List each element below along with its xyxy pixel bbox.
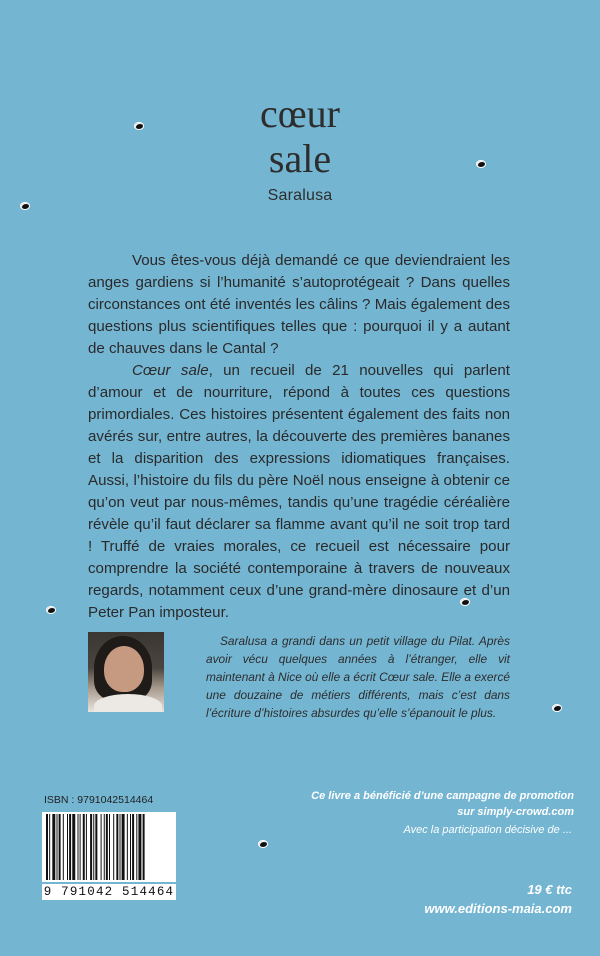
price: 19 € ttc — [527, 882, 572, 897]
author-bio-text: Saralusa a grandi dans un petit village du Pilat. Après avoir vécu quelques années à l’étranger, elle vit maintenant à Nice où elle a écrit Cœur sale. Elle a exercé une douzaine de métiers différents, mais c’est dans l’écriture d’histoires absurdes qu’elle s’épanouit le plus. — [206, 634, 511, 720]
promo-line-1: Ce livre a bénéficié d’une campagne de promotion — [311, 790, 574, 802]
decorative-dot — [476, 160, 486, 168]
author-photo — [88, 632, 164, 712]
book-title-line-1: cœur — [260, 91, 340, 136]
blurb-paragraph-1: Vous êtes-vous déjà demandé ce que deviendraient les anges gardiens si l’humanité s’autoprotégeait ? Dans quelles circonstances ont été inventés les câlins ? Mais également des questions plus scientifiques telles que : pourquoi il y a autant de chauves dans le Cantal ? — [88, 252, 510, 357]
isbn-label: ISBN : 9791042514464 — [44, 794, 154, 806]
promo-line-2: sur simply-crowd.com — [457, 806, 574, 818]
author-bio — [206, 632, 510, 722]
blurb-book-title: Cœur sale — [132, 362, 209, 379]
blurb-paragraph-2-text: , un recueil de 21 nouvelles qui parlent d’amour et de nourriture, répond à toutes ces questions primordiales. Ces histoires présentent également des faits non avérés sur, entre autres, la découverte des premières bananes et la disparition des expressions idiomatiques françaises. Aussi, l’histoire du fils du père Noël nous enseigne à obtenir ce qu’on veut par nous-mêmes, tandis qu’une tragédie céréalière révèle qu’il faut déclarer sa flamme avant qu’il ne soit trop tard ! Truffé de vraies morales, ce recueil est nécessaire pour comprendre la société contemporaine à travers de nouveaux regards, notamment ceux d’une grand-mère dinosaure et d’un Peter Pan imposteur. — [88, 362, 510, 621]
decorative-dot — [552, 704, 562, 712]
blurb-paragraph-2 — [88, 360, 510, 624]
barcode — [42, 812, 176, 882]
partner-note: Avec la participation décisive de ... — [403, 824, 572, 836]
crowdfunding-note — [274, 788, 574, 820]
decorative-dot — [20, 202, 30, 210]
decorative-dot — [46, 606, 56, 614]
publisher-website: www.editions-maia.com — [424, 901, 572, 916]
decorative-dot — [258, 840, 268, 848]
barcode-digits: 9 791042 514464 — [43, 885, 175, 899]
author-name: Saralusa — [267, 187, 333, 204]
book-title-line-2: sale — [268, 136, 332, 181]
decorative-dot — [134, 122, 144, 130]
back-cover-blurb — [88, 250, 510, 624]
